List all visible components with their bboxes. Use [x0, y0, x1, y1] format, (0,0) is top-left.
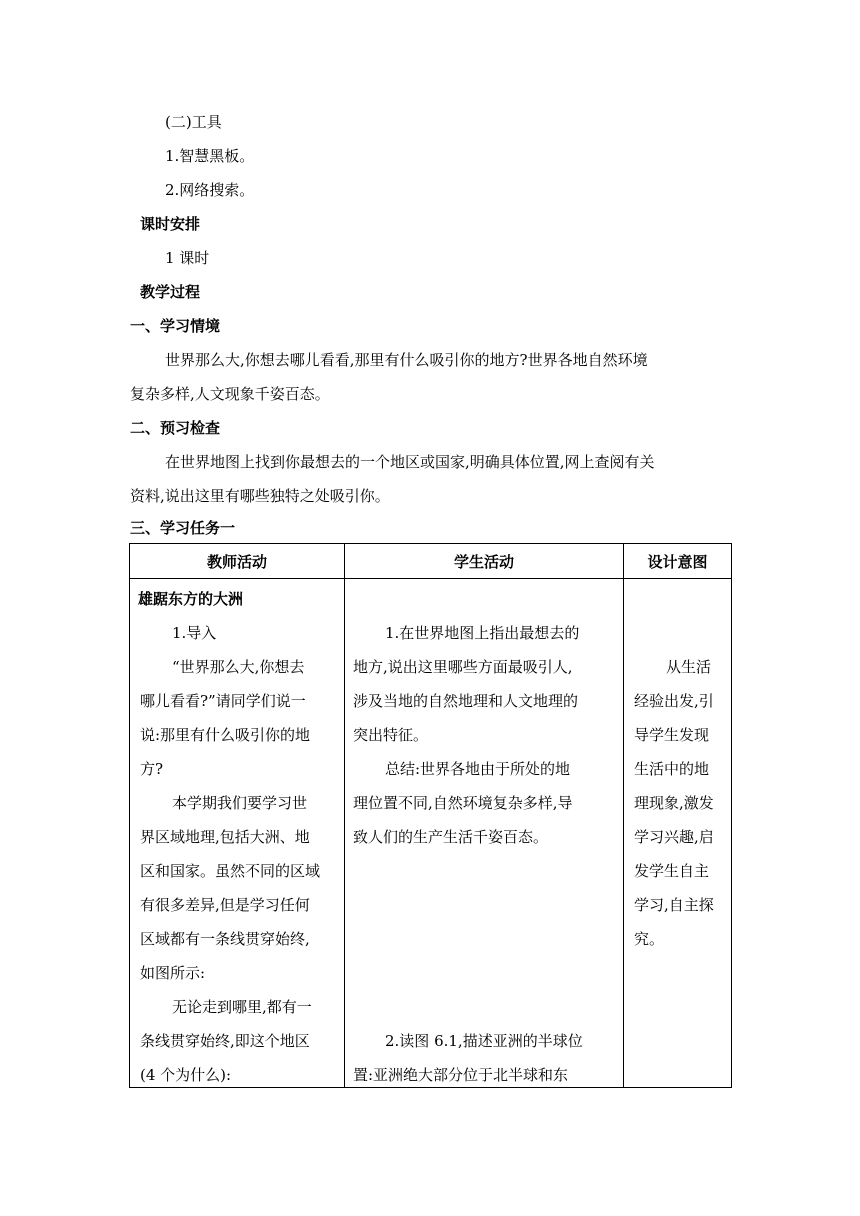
- teacher-line: 有很多差异,但是学习任何: [140, 896, 310, 914]
- student-line: 地方,说出这里哪些方面最吸引人,: [353, 658, 573, 676]
- section-heading-3: 三、学习任务一: [130, 519, 236, 537]
- design-intent-cell: [624, 579, 732, 1088]
- teacher-line: 界区域地理,包括大洲、地: [140, 828, 310, 846]
- teacher-cell-title: 雄踞东方的大洲: [138, 590, 244, 608]
- teacher-line: 说:那里有什么吸引你的地: [140, 726, 311, 744]
- tool-item-2: 2.网络搜索。: [165, 181, 255, 199]
- schedule-heading: 课时安排: [140, 215, 201, 233]
- teacher-line: 条线贯穿始终,即这个地区: [140, 1032, 310, 1050]
- teacher-line: 哪儿看看?”请同学们说一: [140, 692, 306, 710]
- section-heading-1: 一、学习情境: [130, 317, 221, 335]
- teacher-line: 无论走到哪里,都有一: [172, 998, 312, 1016]
- schedule-value: 1 课时: [165, 249, 210, 267]
- student-line: 置:亚洲绝大部分位于北半球和东: [353, 1066, 569, 1084]
- intent-line: 经验出发,引: [634, 692, 714, 710]
- intent-line: 究。: [634, 930, 665, 948]
- teacher-line: 如图所示:: [140, 964, 206, 982]
- section2-line-2: 资料,说出这里有哪些独特之处吸引你。: [130, 487, 390, 505]
- header-design-intent: 设计意图: [624, 544, 732, 579]
- tools-heading: (二)工具: [165, 113, 222, 131]
- student-line: 1.在世界地图上指出最想去的: [385, 624, 580, 642]
- section2-line-1: 在世界地图上找到你最想去的一个地区或国家,明确具体位置,网上查阅有关: [165, 453, 655, 471]
- teacher-activity-cell: [130, 579, 345, 1088]
- table-row: [130, 579, 732, 1088]
- student-line: 致人们的生产生活千姿百态。: [353, 828, 549, 846]
- section1-line-1: 世界那么大,你想去哪儿看看,那里有什么吸引你的地方?世界各地自然环境: [165, 351, 648, 369]
- section-heading-2: 二、预习检查: [130, 419, 221, 437]
- teacher-line: 本学期我们要学习世: [172, 794, 308, 812]
- student-line: 总结:世界各地由于所处的地: [385, 760, 571, 778]
- section1-line-2: 复杂多样,人文现象千姿百态。: [130, 385, 330, 403]
- student-line: 2.读图 6.1,描述亚洲的半球位: [385, 1032, 583, 1050]
- process-heading: 教学过程: [140, 283, 201, 301]
- intent-line: 学习兴趣,启: [634, 828, 714, 846]
- intent-line: 学习,自主探: [634, 896, 714, 914]
- student-activity-cell: [345, 579, 624, 1088]
- teacher-line: (4 个为什么):: [140, 1066, 232, 1084]
- intent-line: 导学生发现: [634, 726, 710, 744]
- table-header-row: [130, 544, 732, 579]
- intent-line: 从生活: [666, 658, 712, 676]
- student-line: 理位置不同,自然环境复杂多样,导: [353, 794, 573, 812]
- intent-line: 理现象,激发: [634, 794, 714, 812]
- teacher-line: 区和国家。虽然不同的区域: [140, 862, 321, 880]
- teacher-line: 方?: [140, 760, 164, 778]
- teacher-line: “世界那么大,你想去: [172, 658, 305, 676]
- intent-line: 生活中的地: [634, 760, 710, 778]
- teacher-line: 区域都有一条线贯穿始终,: [140, 930, 310, 948]
- header-student-activity: 学生活动: [345, 544, 624, 579]
- student-line: 涉及当地的自然地理和人文地理的: [353, 692, 579, 710]
- intent-line: 发学生自主: [634, 862, 710, 880]
- teacher-line: 1.导入: [172, 624, 217, 642]
- lesson-table: [129, 543, 732, 1088]
- header-teacher-activity: 教师活动: [130, 544, 345, 579]
- student-line: 突出特征。: [353, 726, 429, 744]
- tool-item-1: 1.智慧黑板。: [165, 147, 255, 165]
